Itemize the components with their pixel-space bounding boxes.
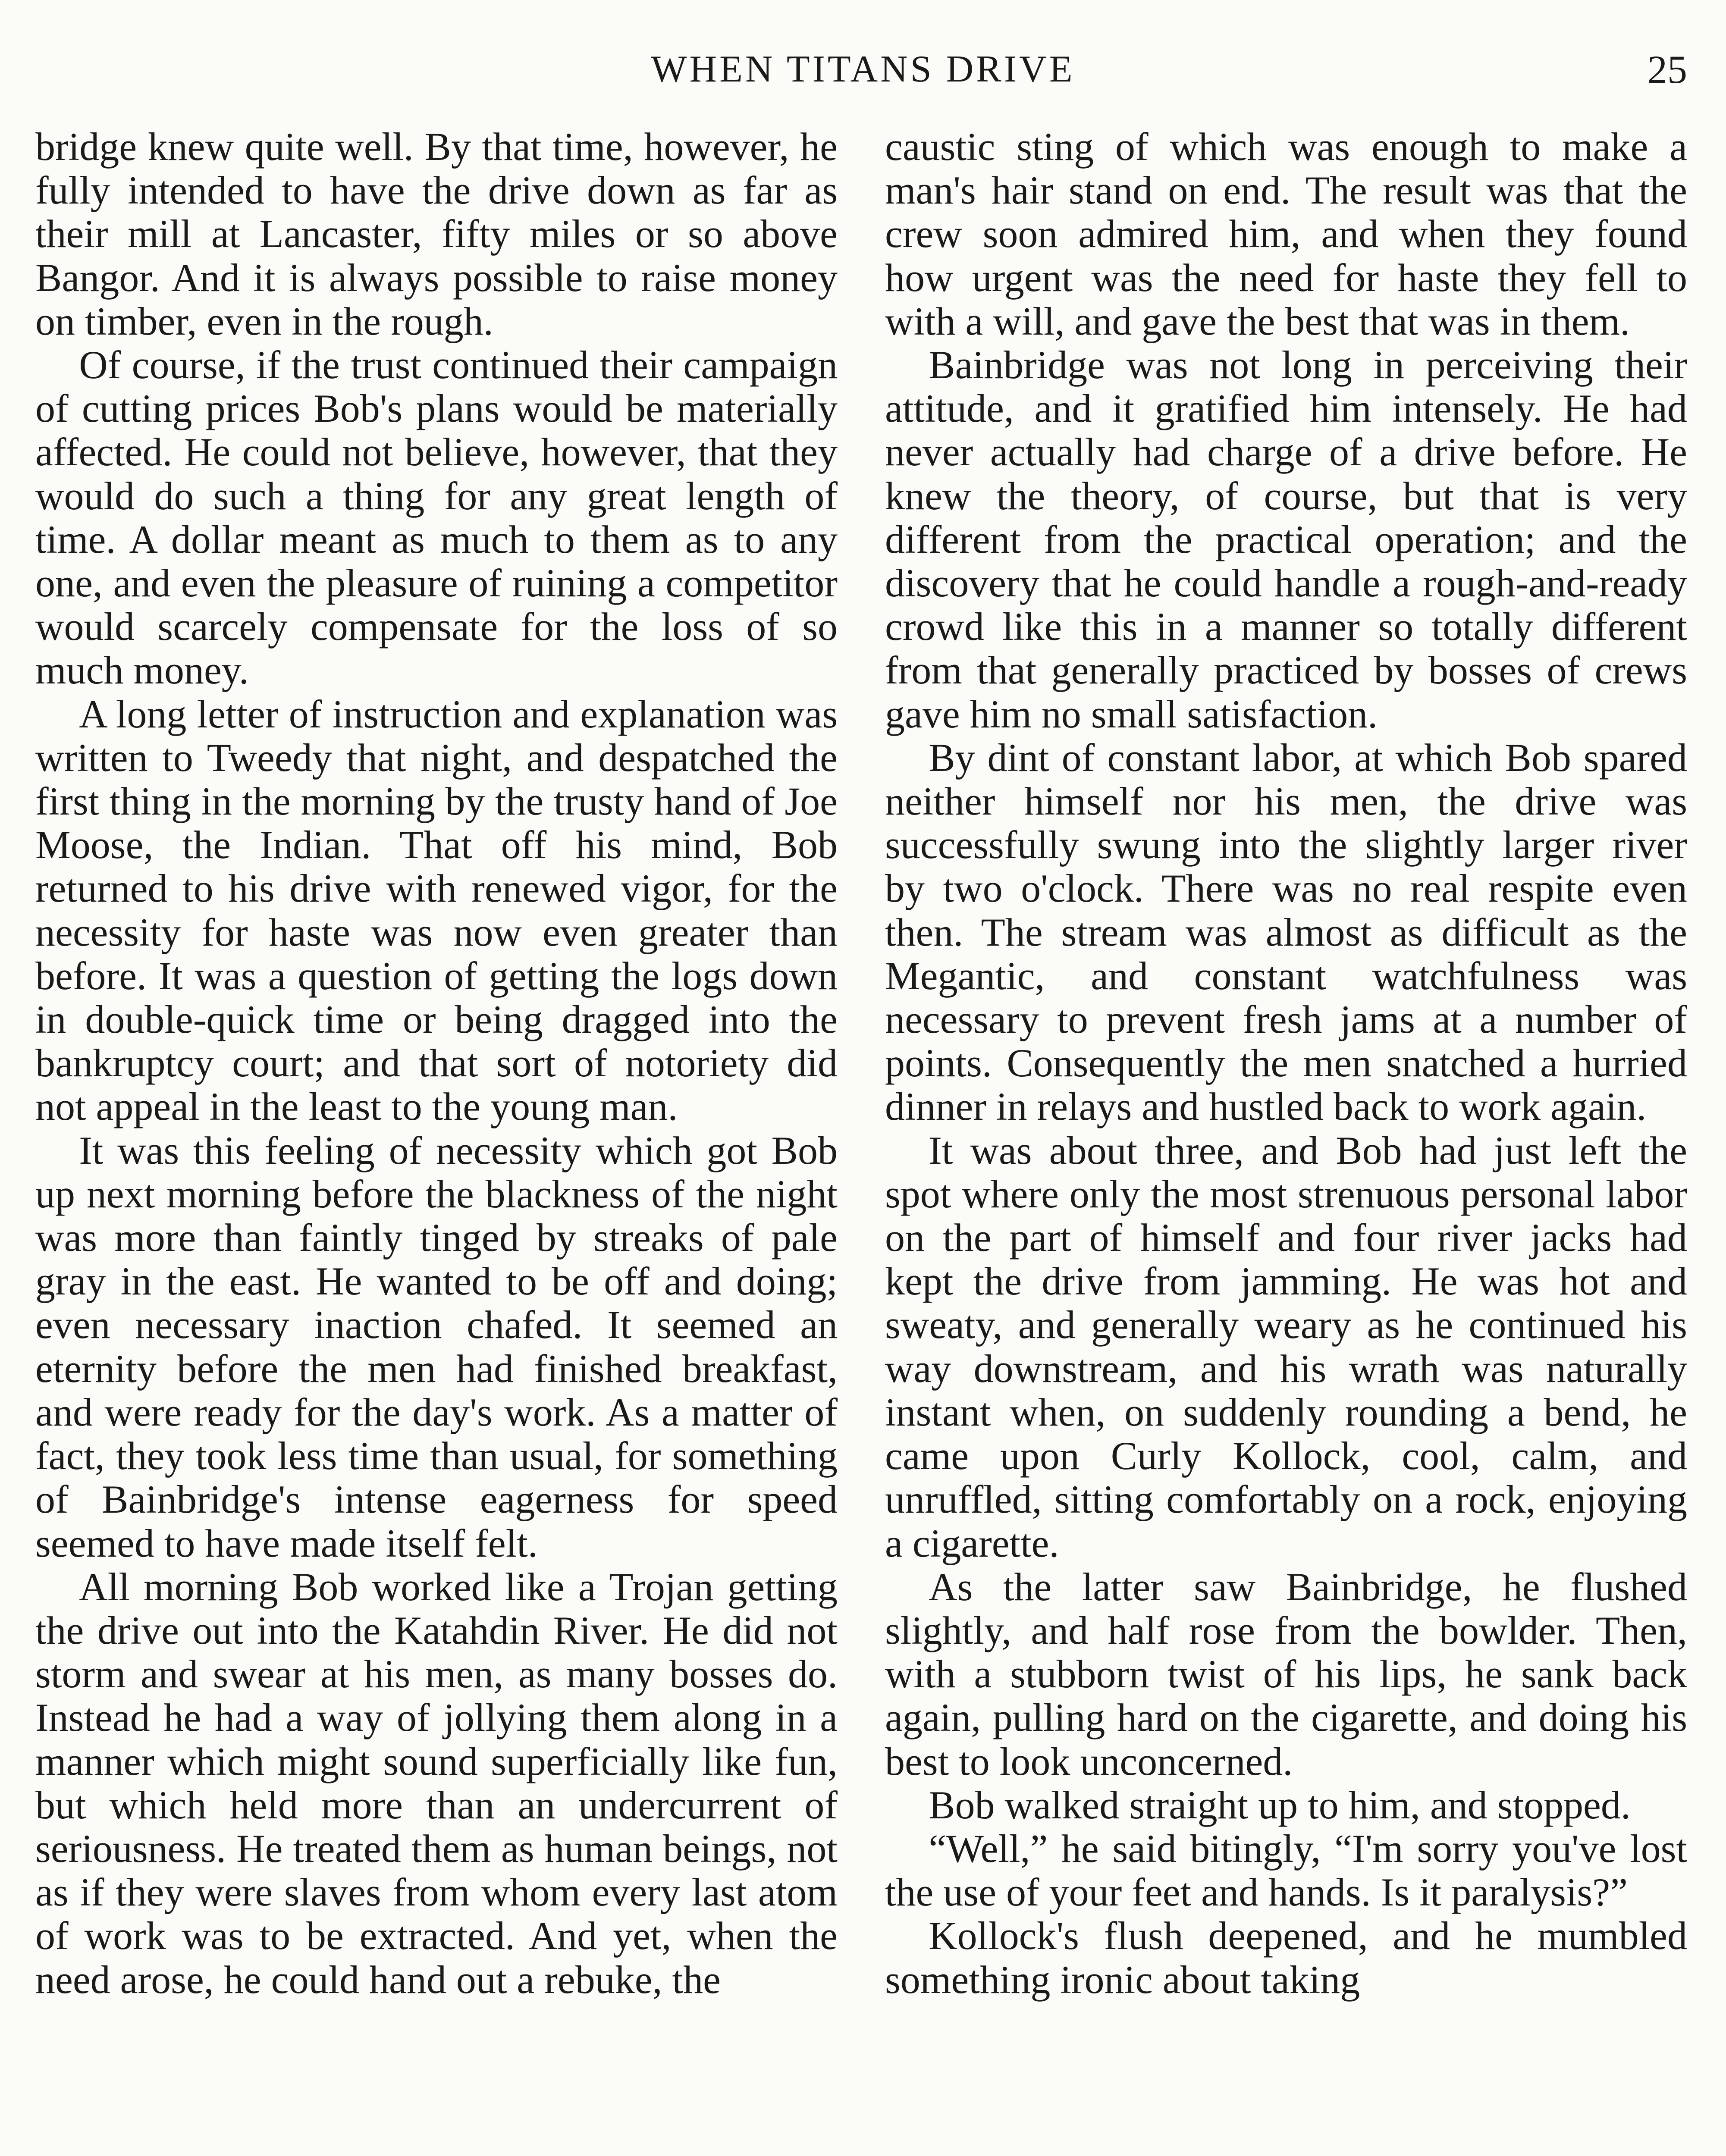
- paragraph: Bob walked straight up to him, and stopped.: [929, 1783, 1631, 1827]
- running-title: WHEN TITANS DRIVE: [651, 48, 1075, 90]
- paragraph: caustic sting of which was enough to make a man's hair stand on end. The result was that the crew soon admired him, and when they found how urgent was the need for haste they fell to with a will, and gave the best that was in them.: [885, 125, 1687, 343]
- paragraph: “Well,” he said bitingly, “I'm sorry you've lost the use of your feet and hands. Is it paralysis?”: [885, 1826, 1687, 1915]
- text-column-right: [885, 125, 1687, 2156]
- paragraph: All morning Bob worked like a Trojan getting the drive out into the Katahdin River. He did not storm and swear at his men, as many bosses do. Instead he had a way of jollying them along in a manner which might sound superficially like fun, but which held more than an undercurrent of seriousness. He treated them as human beings, not as if they were slaves from whom every last atom of work was to be extracted. And yet, when the need arose, he could hand out a rebuke, the: [35, 1564, 838, 2002]
- paragraph: It was about three, and Bob had just left the spot where only the most strenuous personal labor on the part of himself and four river jacks had kept the drive from jamming. He was hot and sweaty, and generally weary as he continued his way downstream, and his wrath was naturally instant when, on suddenly rounding a bend, he came upon Curly Kollock, cool, calm, and unruffled, sitting comfortably on a rock, enjoying a cigarette.: [885, 1128, 1687, 1565]
- paragraph: Of course, if the trust continued their campaign of cutting prices Bob's plans would be materially affected. He could not believe, however, that they would do such a thing for any great length of time. A dollar meant as much to them as to any one, and even the pleasure of ruining a competitor would scarcely compensate for the loss of so much money.: [35, 343, 838, 693]
- paragraph: Bainbridge was not long in perceiving their attitude, and it gratified him intensely. He had never actually had charge of a drive before. He knew the theory, of course, but that is very different from the practical operation; and the discovery that he could handle a rough-and-ready crowd like this in a manner so totally different from that generally practiced by bosses of crews gave him no small satisfaction.: [885, 343, 1687, 736]
- paragraph: A long letter of instruction and explanation was written to Tweedy that night, and despatched the first thing in the morning by the trusty hand of Joe Moose, the Indian. That off his mind, Bob returned to his drive with renewed vigor, for the necessity for haste was now even greater than before. It was a question of getting the logs down in double-quick time or being dragged into the bankruptcy court; and that sort of notoriety did not appeal in the least to the young man.: [35, 692, 838, 1129]
- text-column-left: [35, 125, 838, 2156]
- running-head: [0, 41, 1726, 97]
- paragraph: By dint of constant labor, at which Bob spared neither himself nor his men, the drive was successfully swung into the slightly larger river by two o'clock. There was no real respite even then. The stream was almost as difficult as the Megantic, and constant watchfulness was necessary to prevent fresh jams at a number of points. Consequently the men snatched a hurried dinner in relays and hustled back to work again.: [885, 735, 1687, 1129]
- paragraph: Kollock's flush deepened, and he mumbled something ironic about taking: [885, 1914, 1687, 2002]
- paragraph: bridge knew quite well. By that time, however, he fully intended to have the drive down as far as their mill at Lancaster, fifty miles or so above Bangor. And it is always possible to raise money on timber, even in the rough.: [35, 125, 838, 343]
- paragraph: As the latter saw Bainbridge, he flushed slightly, and half rose from the bowlder. Then, with a stubborn twist of his lips, he sank back again, pulling hard on the cigarette, and doing his best to look unconcerned.: [885, 1564, 1687, 1783]
- paragraph: It was this feeling of necessity which got Bob up next morning before the blackness of the night was more than faintly tinged by streaks of pale gray in the east. He wanted to be off and doing; even necessary inaction chafed. It seemed an eternity before the men had finished breakfast, and were ready for the day's work. As a matter of fact, they took less time than usual, for something of Bainbridge's intense eagerness for speed seemed to have made itself felt.: [35, 1128, 838, 1565]
- page-number: 25: [1648, 47, 1687, 91]
